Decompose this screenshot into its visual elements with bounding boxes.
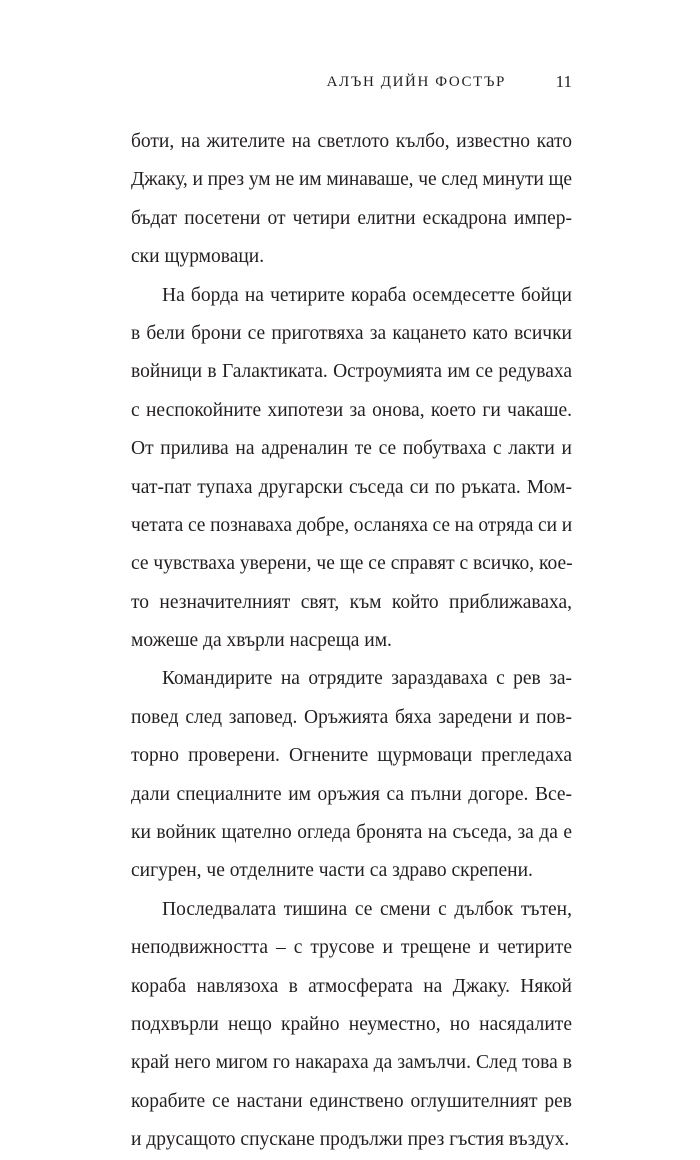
text-line: корабите се настани единствено оглушителният рев [131, 1090, 572, 1112]
text-line: край него мигом го накараха да замълчи. След това в [131, 1052, 572, 1074]
text-line: то незначителният свят, към който приближаваха, [131, 591, 572, 613]
text-line: Последвалата тишина се смени с дълбок тътен, [162, 898, 572, 920]
text-line: Джаку, и през ум не им минаваше, че след минути ще [131, 169, 572, 191]
text-line: повед след заповед. Оръжията бяха заредени и пов- [131, 706, 572, 728]
text-line: сигурен, че отделните части са здраво скрепени. [131, 860, 533, 882]
text-line: ки войник щателно огледа бронята на съседа, за да е [131, 822, 572, 844]
text-line: с неспокойните хипотези за онова, което ги чакаше. [131, 399, 572, 421]
text-line: се чувстваха уверени, че ще се справят с всичко, кое- [131, 553, 573, 575]
text-line: в бели брони се приготвяха за кацането като всички [131, 322, 572, 344]
body-text [131, 123, 572, 1160]
text-line: От прилива на адреналин те се побутваха с лакти и [131, 438, 572, 460]
text-line: боти, на жителите на светлото кълбо, известно като [131, 131, 572, 152]
paragraph [131, 123, 572, 277]
text-line: четата се познаваха добре, осланяха се на отряда си и [131, 514, 573, 536]
text-line: На борда на четирите кораба осемдесетте бойци [162, 284, 572, 306]
text-line: дали специалните им оръжия са пълни догоре. Все- [131, 783, 572, 805]
running-head [131, 70, 572, 94]
text-line: подхвърли нещо крайно неуместно, но насядалите [131, 1013, 572, 1035]
paragraph [131, 277, 572, 661]
page-number: 11 [555, 72, 572, 91]
text-line: Командирите на отрядите зараздаваха с рев за- [162, 668, 572, 690]
paragraph [131, 660, 572, 890]
text-line: торно проверени. Огнените щурмоваци прегледаха [131, 745, 572, 767]
text-line: кораба навлязоха в атмосферата на Джаку. Някой [131, 975, 572, 997]
paragraph [131, 891, 572, 1160]
running-head-author: АЛЪН ДИЙН ФОСТЪР [326, 74, 506, 90]
text-line: и друсащото спускане продължи през гъстия въздух. [131, 1129, 570, 1151]
text-line: ски щурмоваци. [131, 246, 265, 268]
text-line: можеше да хвърли насреща им. [131, 630, 392, 652]
text-line: войници в Галактиката. Остроумията им се редуваха [131, 361, 572, 383]
text-line: бъдат посетени от четири елитни ескадрона импер- [131, 207, 572, 229]
text-line: чат-пат тупаха другарски съседа си по ръката. Мом- [131, 476, 572, 498]
text-line: неподвижността – с трусове и трещене и четирите [131, 937, 572, 959]
